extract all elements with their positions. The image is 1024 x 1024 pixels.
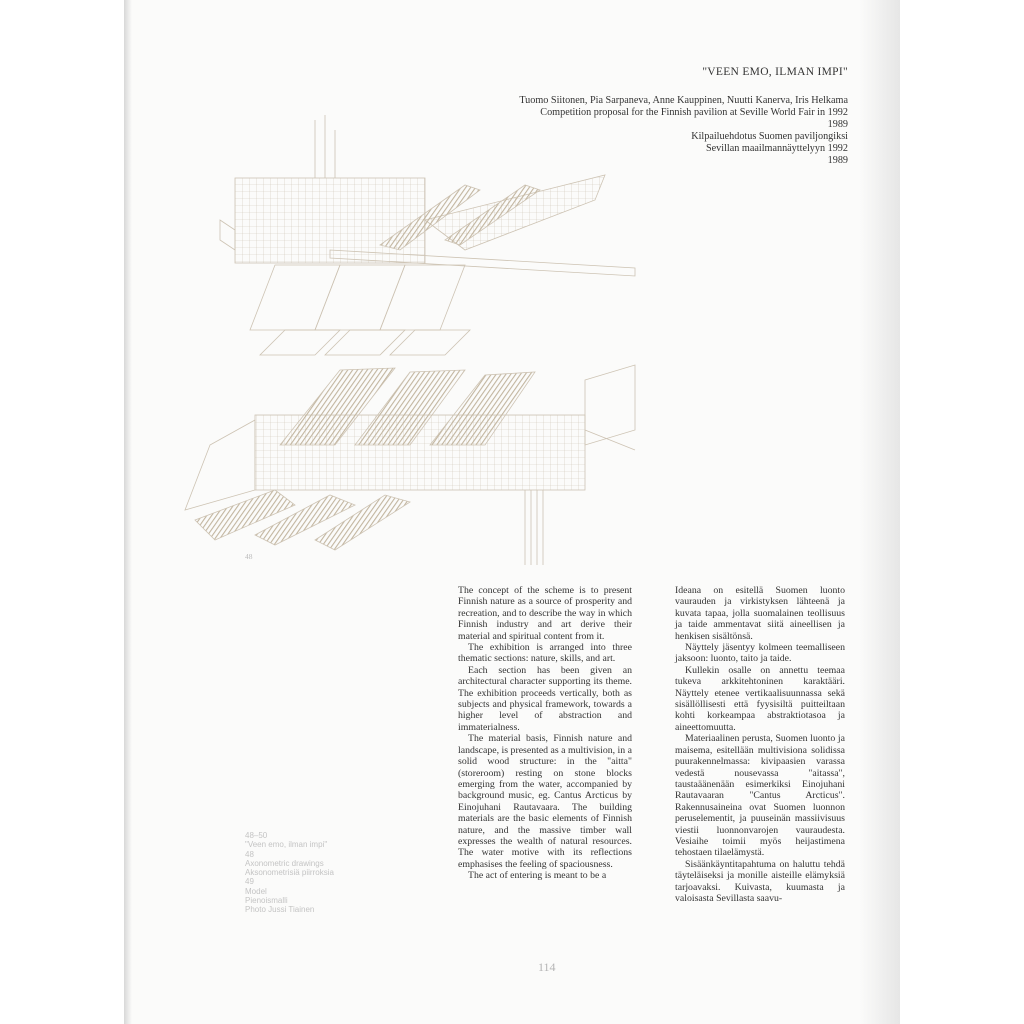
english-text-column	[458, 585, 632, 882]
paragraph: Materiaalinen perusta, Suomen luonto ja maisema, esitellään multivisiona solidissa puurakennelmassa: kivipaasien varassa vedestä nousevassa "aitassa", taustaäänenään esimerkiksi Einojuhani Rautavaaran "Cantus Arcticus". Rakennusaineina ovat Suomen luonnon peruselementit, ja puuseinän massiivisuus viestii luonnonvarojen vauraudesta. Vesiaihe toimii myös heijastimena tehostaen tilaelämystä.	[675, 733, 845, 859]
paragraph: Ideana on esitellä Suomen luonto vaurauden ja virkistyksen lähteenä ja kuvata tapaa, jolla suomalainen teollisuus ja taide ammentavat siitä aineellisen ja henkisen sisältönsä.	[675, 585, 845, 642]
paragraph: The act of entering is meant to be a	[468, 870, 607, 882]
caption-line: Axonometric drawings	[245, 858, 324, 868]
paragraph: Each section has been given an architectural character supporting its theme. The exhibition proceeds vertically, both as subjects and physical framework, towards a higher level of abstraction and immaterialness.	[458, 664, 632, 733]
finnish-text-column	[675, 585, 845, 904]
caption-line: 48–50	[245, 831, 268, 840]
credits-authors: Tuomo Siitonen, Pia Sarpaneva, Anne Kauppinen, Nuutti Kanerva, Iris Helkama	[519, 95, 848, 106]
paragraph: The exhibition is arranged into three thematic sections: nature, skills, and art.	[458, 642, 632, 665]
credits-year-fi: 1989	[827, 155, 848, 166]
credits-year-en: 1989	[827, 119, 848, 130]
article-title: "VEEN EMO, ILMAN IMPI"	[702, 66, 848, 78]
page-edge-shadow	[860, 0, 900, 1024]
axonometric-drawing	[165, 100, 645, 570]
page-gutter-shadow	[124, 0, 132, 1024]
caption-line: Aksonometrisiä piirroksia	[245, 868, 334, 878]
credits-competition-en: Competition proposal for the Finnish pavilion at Seville World Fair in 1992	[540, 107, 848, 118]
credits-competition-fi-1: Kilpailuehdotus Suomen paviljongiksi	[691, 131, 848, 142]
caption-line: Pienoismalli	[245, 896, 288, 906]
lower-axonometric	[185, 365, 635, 565]
caption-line: 48	[245, 849, 254, 859]
paragraph: The concept of the scheme is to present Finnish nature as a source of prosperity and recreation, and to describe the way in which Finnish industry and art derive their material and spiritual content from it.	[458, 585, 632, 642]
credits-competition-fi-2: Sevillan maailmannäyttelyyn 1992	[705, 143, 848, 154]
caption-line: Model	[245, 886, 267, 896]
caption-line: Photo Jussi Tiainen	[245, 905, 315, 915]
page-number: 114	[538, 960, 556, 974]
paragraph: Kullekin osalle on annettu teemaa tukeva arkkitehtoninen karaktääri. Näyttely etenee vertikaalisuunnassa sekä sisällöllisesti että fyysisiltä puitteiltaan kohti korkeampaa abstraktiotasoa ja aineettomuutta.	[675, 664, 845, 733]
paragraph: Sisäänkäyntitapahtuma on haluttu tehdä täyteläiseksi ja monille aisteille elämyksiä tarjoavaksi. Kuivasta, kuumasta ja valoisasta Sevillasta saavu-	[675, 858, 845, 904]
figure-number: 48	[245, 552, 253, 561]
caption-line: "Veen emo, ilman impi"	[245, 840, 328, 850]
paragraph: The material basis, Finnish nature and landscape, is presented as a multivision, in a solid wood structure: in the "aitta" (storeroom) resting on stone blocks emerging from the water, accompanied by background music, eg. Cantus Arcticus by Einojuhani Rautavaara. The building materials are the basic elements of Finnish nature, and the massive timber wall expresses the wealth of natural resources. The water motive with its reflections emphasises the feeling of spaciousness.	[458, 733, 632, 870]
figure-captions	[245, 831, 415, 915]
upper-axonometric	[220, 115, 635, 355]
paragraph: Näyttely jäsentyy kolmeen teemalliseen jaksoon: luonto, taito ja taide.	[675, 642, 845, 665]
caption-line: 49	[245, 877, 254, 887]
